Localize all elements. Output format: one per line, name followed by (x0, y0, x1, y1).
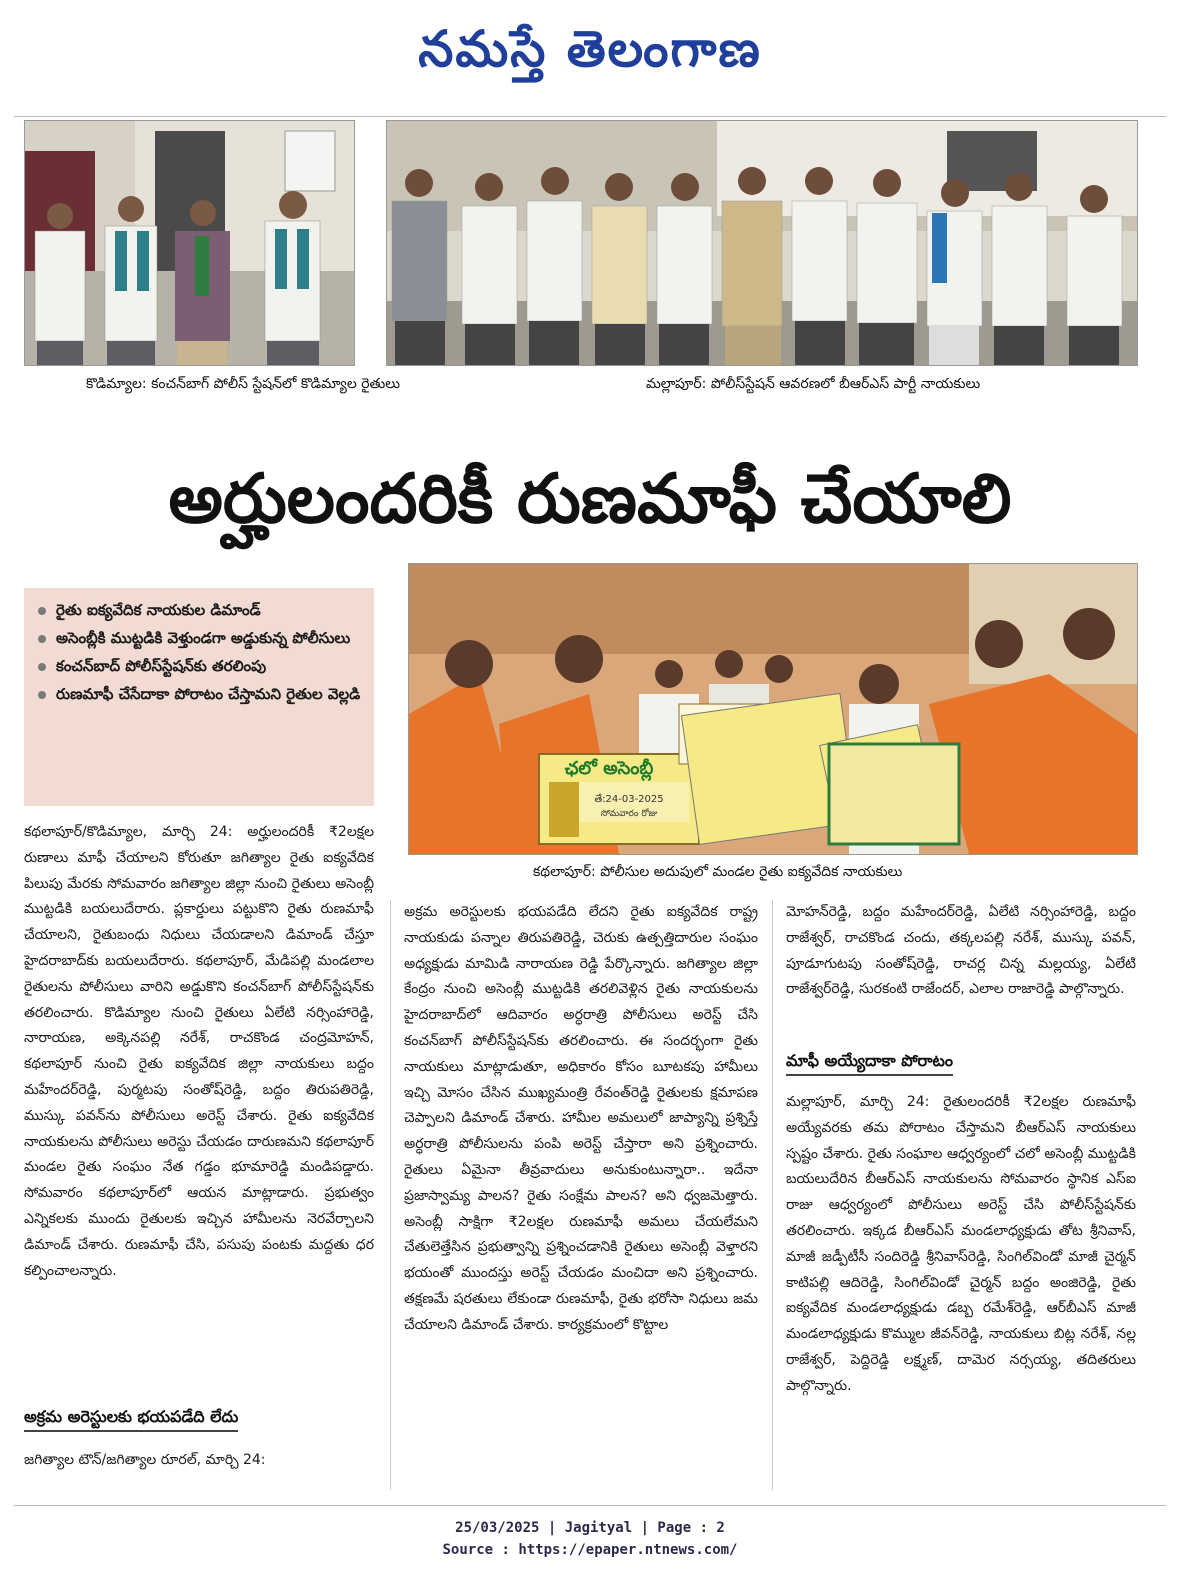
photo-mallapur-brs-leaders (386, 120, 1138, 366)
newspaper-title: నమస్తే తెలంగాణ (418, 19, 762, 78)
column-divider (390, 900, 391, 1490)
photo-caption-left: కొడిమ్యాల: కంచన్‌బాగ్ పోలీస్ స్టేషన్‌లో కొడిమ్యాల రైతులు (86, 376, 401, 392)
highlight-item: అసెంబ్లీకి ముట్టడికి వెళ్తుండగా అడ్డుకున్న పోలీసులు (36, 624, 364, 652)
photo-kodimyala-farmers (24, 120, 355, 366)
photo-caption-right: మల్లాపూర్: పోలీస్‌స్టేషన్ ఆవరణలో బీఆర్‌ఎస్ పార్టీ నాయకులు (646, 376, 981, 392)
banner-text: ఛలో అసెంబ్లీ (564, 758, 654, 779)
highlight-item: రుణమాఫీ చేసేదాకా పోరాటం చేస్తామని రైతుల వెల్లడి (36, 680, 364, 708)
article-paragraph: మల్లాపూర్, మార్చి 24: రైతులందరికీ ₹2లక్షల రుణమాఫీ అయ్యేవరకు తమ పోరాటం చేస్తామని బీఆర్‌ఎస్ నాయకులు స్పష్టం చేశారు. రైతు సంఘాల ఆధ్వర్యంలో చలో అసెంబ్లీ ముట్టడికి బయలుదేరిన బీఆర్‌ఎస్ నాయకులను సోమవారం స్థానిక ఎస్ఐ రాజు ఆధ్వర్యంలో పోలీసులు అరెస్ట్ చేసి పోలీస్‌స్టేషన్‌కు తరలించారు. ఇక్కడ బీఆర్‌ఎస్ మండలాధ్యక్షుడు తోట శ్రీనివాస్, మాజీ జడ్పీటీసీ సందిరెడ్డి శ్రీనివాస్‌రెడ్డి, సింగిల్‌విండో మాజీ చైర్మన్ కాటిపల్లి ఆదిరెడ్డి, సింగిల్‌విండో చైర్మన్ బద్దం అంజిరెడ్డి, రైతు ఐక్యవేదిక మండలాధ్యక్షుడు డబ్బ రమేశ్‌రెడ్డి, ఆర్‌బీఎస్ మాజీ మండలాధ్యక్షుడు కొమ్ముల జీవన్‌రెడ్డి, నాయకులు బిట్ల నరేశ్, నల్ల రాజేశ్వర్, పెద్దిరెడ్డి లక్ష్మణ్, దామెర నర్సయ్య, తదితరులు పాల్గొన్నారు. (786, 1094, 1136, 1394)
footer-date-page: 25/03/2025 | Jagityal | Page : 2 (455, 1520, 725, 1536)
highlight-item: కంచన్‌బాద్ పోలీస్‌స్టేషన్‌కు తరలింపు (36, 652, 364, 680)
column-divider (772, 900, 773, 1490)
banner-date: తే:24-03-2025 (594, 794, 664, 805)
highlight-item: రైతు ఐక్యవేదిక నాయకుల డిమాండ్ (36, 596, 364, 624)
highlights-box (24, 588, 374, 806)
footer-source: Source : https://epaper.ntnews.com/ (442, 1542, 738, 1558)
main-headline: అర్హులందరికీ రుణమాఫీ చేయాలి (168, 460, 1012, 539)
subheading-fight-until-waiver: మాఫీ అయ్యేదాకా పోరాటం (786, 1048, 953, 1076)
article-paragraph: అక్రమ అరెస్టులకు భయపడేది లేదని రైతు ఐక్యవేదిక రాష్ట్ర నాయకుడు పన్నాల తిరుపతిరెడ్డి, చెరుకు ఉత్పత్తిదారుల సంఘం అధ్యక్షుడు మామిడి నారాయణ రెడ్డి పేర్కొన్నారు. జగిత్యాల జిల్లా కేంద్రం నుంచి అసెంబ్లీ ముట్టడికి తరలివెళ్లిన రైతు నాయకులను హైదరాబాద్‌లో ఆదివారం అర్ధరాత్రి పోలీసులు అరెస్ట్ చేసి కంచన్‌బాగ్ పోలీస్‌స్టేషన్‌కు తరలించారు. ఈ సందర్భంగా రైతు నాయకులు మాట్లాడుతూ, అధికారం కోసం బూటకపు హామీలు ఇచ్చి మోసం చేసిన ముఖ్యమంత్రి రేవంత్‌రెడ్డి రైతులకు క్షమాపణ చెప్పాలని డిమాండ్ చేశారు. హామీల అమలులో జాప్యాన్ని ప్రశ్నిస్తే అర్ధరాత్రి పోలీసులను పంపి అరెస్ట్ చేస్తారా అని ప్రశ్నించారు. రైతులు ఏమైనా తీవ్రవాదులు అనుకుంటున్నారా.. ఇదేనా ప్రజాస్వామ్య పాలన? రైతు సంక్షేమ పాలన? అని ధ్వజమెత్తారు. అసెంబ్లీ సాక్షిగా ₹2లక్షల రుణమాఫీ అమలు చేయలేమని చేతులెత్తేసిన ప్రభుత్వాన్ని ప్రశ్నించడానికి రైతులు అసెంబ్లీ వెళ్తారని భయంతో ముందస్తు అరెస్ట్ చేయడం మంచిదా అని ప్రశ్నించారు. తక్షణమే షరతులు లేకుండా రుణమాఫీ, రైతు భరోసా నిధులు జమ చేయాలని డిమాండ్ చేశారు. కార్యక్రమంలో కొట్టాల (404, 904, 758, 1333)
article-paragraph: మోహన్‌రెడ్డి, బద్దం మహేందర్‌రెడ్డి, ఏలేటి నర్సింహారెడ్డి, బద్దం రాజేశ్వర్, రాచకొండ చందు, తక్కలపల్లి నరేశ్, ముస్కు పవన్, పూడూగుటపు సంతోష్‌రెడ్డి, రాచర్ల చిన్న మల్లయ్య, ఏలేటి రాజేశ్వర్‌రెడ్డి, సురకంటి రాజేందర్, ఎలాల రాజారెడ్డి పాల్గొన్నారు. (786, 904, 1136, 998)
photo-kathalapur-police-custody (408, 563, 1138, 855)
photo-caption-center: కథలాపూర్: పోలీసుల అదుపులో మండల రైతు ఐక్యవేదిక నాయకులు (533, 864, 903, 880)
article-paragraph: జగిత్యాల టౌన్/జగిత్యాల రూరల్, మార్చి 24: (24, 1452, 266, 1468)
article-column-3b (786, 1090, 1136, 1482)
subheading-illegal-arrests: అక్రమ అరెస్టులకు భయపడేది లేదు (24, 1404, 238, 1432)
article-paragraph: కథలాపూర్/కొడిమ్యాల, మార్చి 24: అర్హులందరికీ ₹2లక్షల రుణాలు మాఫీ చేయాలని కోరుతూ జగిత్యాల రైతు ఐక్యవేదిక పిలుపు మేరకు సోమవారం జగిత్యాల జిల్లా నుంచి రైతులు అసెంబ్లీ ముట్టడికి బయలుదేరారు. ప్లకార్డులు పట్టుకొని రైతు రుణమాఫీ చేయాలని, రైతుబంధు నిధులు చేయడాలని డిమాండ్ చేస్తూ హైదరాబాద్‌కు బయలుదేరారు. కథలాపూర్, మేడిపల్లి మండలాల రైతులను పోలీసులు వారిని అడ్డుకొని కంచన్‌బాగ్ పోలీస్‌స్టేషన్‌కు తరలించారు. కొడిమ్యాల నుంచి రైతులు ఏలేటి నర్సింహారెడ్డి, నారాయణ, అక్కెనపల్లి నరేశ్, రాచకొండ చంద్రమోహన్, కథలాపూర్ నుంచి రైతు ఐక్యవేదిక జిల్లా నాయకులు బద్దం మహేందర్‌రెడ్డి, పుర్మటపు సంతోష్‌రెడ్డి, బద్దం తిరుపతిరెడ్డి, ముస్కు పవన్‌ను పోలీసులు అరెస్ట్ చేశారు. రైతు ఐక్యవేదిక నాయకులను పోలీసులు అరెస్టు చేయడం దారుణమని కథలాపూర్ మండల రైతు సంఘం నేత గడ్డం భూమారెడ్డి మండిపడ్డారు. సోమవారం కథలాపూర్‌లో ఆయన మాట్లాడారు. ప్రభుత్వం ఎన్నికలకు ముందు రైతులకు ఇచ్చిన హామీలను నెరవేర్చాలని డిమాండ్ చేశారు. రుణమాఫీ చేసి, పసుపు పంటకు మద్దతు ధర కల్పించాలన్నారు. (24, 824, 374, 1279)
article-column-3 (786, 900, 1136, 1042)
masthead (0, 0, 1180, 110)
banner-subtext: సోమవారం రోజు (600, 809, 658, 819)
article-column-2 (404, 900, 758, 1482)
article-column-1-tail (24, 1448, 374, 1476)
article-column-1 (24, 820, 374, 1392)
